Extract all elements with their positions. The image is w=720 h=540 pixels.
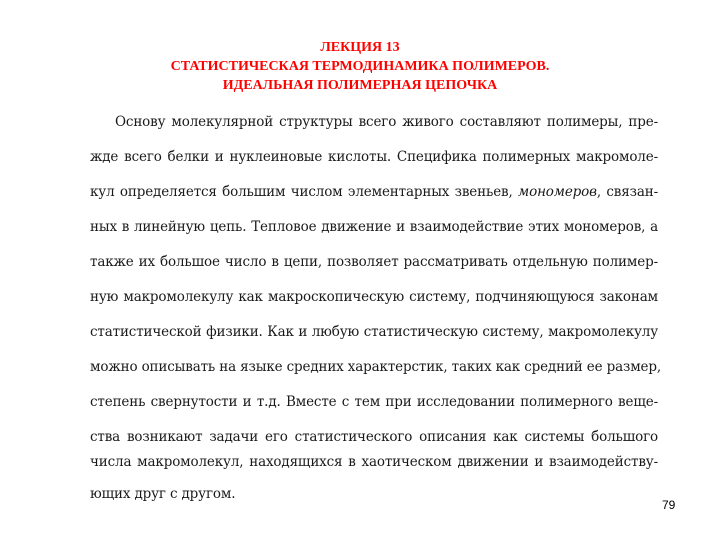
text-line: числа макромолекул, находящихся в хаотическом движении и взаимодейству- (90, 454, 658, 470)
text-line: ных в линейную цепь. Тепловое движение и взаимодействие этих мономеров, а (90, 219, 658, 235)
text-line: ющих друг с другом. (90, 486, 236, 502)
text-line (90, 182, 658, 202)
lecture-number: ЛЕКЦИЯ 13 (320, 40, 400, 55)
text-fragment: , связан- (596, 184, 658, 200)
lecture-heading (0, 38, 720, 95)
lecture-title: СТАТИСТИЧЕСКАЯ ТЕРМОДИНАМИКА ПОЛИМЕРОВ. (170, 59, 550, 74)
text-line: ства возникают задачи его статистического описания как системы большого (90, 429, 658, 445)
text-line: статистической физики. Как и любую статистическую систему, макромолекулу (90, 324, 658, 340)
text-line: также их большое число в цепи, позволяет рассматривать отдельную полимер- (90, 254, 658, 270)
lecture-subtitle: ИДЕАЛЬНАЯ ПОЛИМЕРНАЯ ЦЕПОЧКА (222, 78, 498, 93)
text-fragment: кул определяется большим числом элементарных звеньев, (90, 184, 513, 200)
text-line: можно описывать на языке средних характерстик, таких как средний ее размер, (90, 359, 662, 375)
text-line: степень свернутости и т.д. Вместе с тем при исследовании полимерного веще- (90, 394, 658, 410)
page-number: 79 (662, 498, 676, 512)
text-line: Основу молекулярной структуры всего живого составляют полимеры, пре- (115, 114, 658, 130)
text-line: ную макромолекулу как макроскопическую систему, подчиняющуюся законам (90, 289, 658, 305)
text-line: жде всего белки и нуклеиновые кислоты. Специфика полимерных макромоле- (90, 149, 658, 165)
italic-term: мономеров (518, 184, 597, 200)
